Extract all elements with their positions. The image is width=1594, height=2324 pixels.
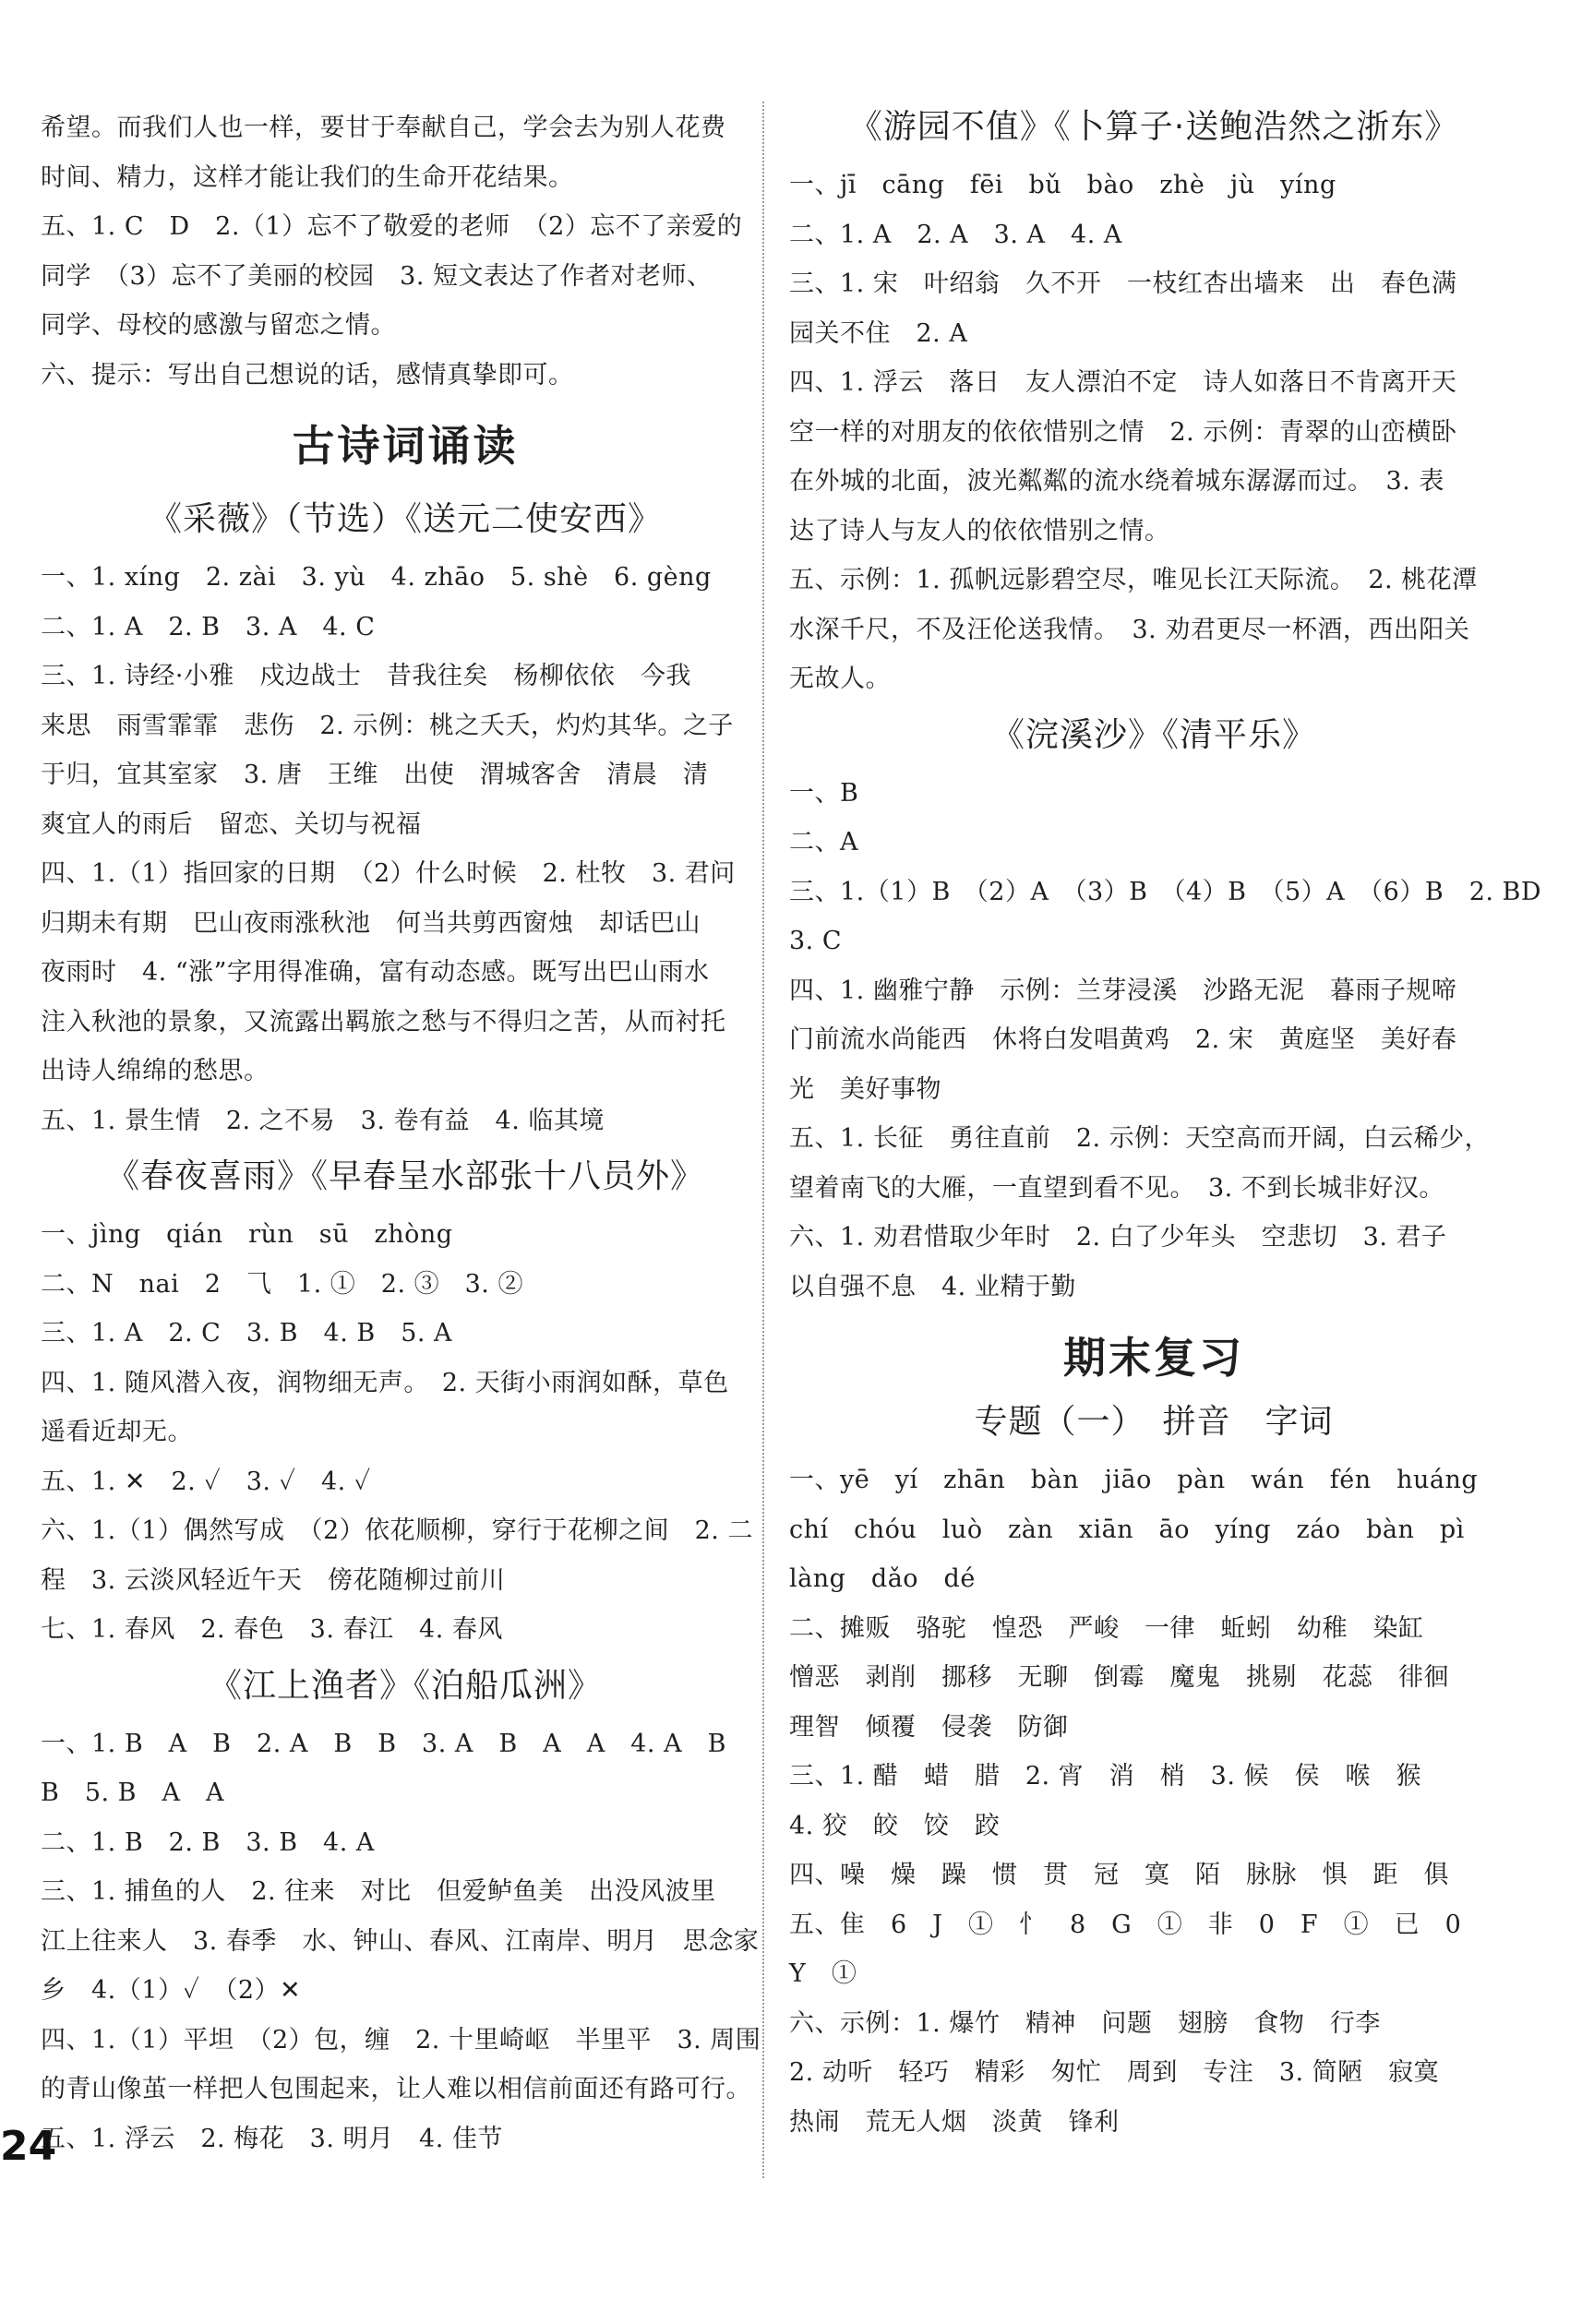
answer-line: 二、摊贩 骆驼 惶恐 严峻 一律 蚯蚓 幼稚 染缸 [789,1613,1424,1643]
answer-line: 一、yē yí zhān bàn jiāo pàn wán fén huáng [789,1466,1479,1494]
answer-line: chí chóu luò zàn xiān āo yíng záo bàn pì [789,1515,1465,1544]
answer-line: 无故人。 [789,665,891,693]
answer-line: 四、1. 幽雅宁静 示例：兰芽浸溪 沙路无泥 暮雨子规啼 [789,976,1457,1005]
answer-line: 一、1. xíng 2. zài 3. yù 4. zhāo 5. shè 6. gèng [41,563,712,592]
block-title: 《江上渔者》《泊船瓜洲》 [208,1666,602,1705]
answer-line: 四、1.（1）平坦 （2）包，缠 2. 十里崎岖 半里平 3. 周围 [41,2025,761,2054]
answer-line: 六、提示：写出自己想说的话，感情真挚即可。 [41,360,574,389]
block-title: 《采薇》（节选）《送元二使安西》 [148,500,662,538]
answer-line: 二、1. B 2. B 3. B 4. A [41,1827,375,1857]
block-huanxisha [789,710,1542,1312]
answer-line: 三、1.（1）B （2）A （3）B （4）B （5）A （6）B 2. BD [789,877,1542,906]
answer-line: 2. 动听 轻巧 精彩 匆忙 周到 专注 3. 简陋 寂寞 [789,2058,1440,2087]
topic-title: 专题（一） 拼音 字词 [974,1403,1334,1441]
answer-line: 注入秋池的景象，又流露出羁旅之愁与不得归之苦，从而衬托 [41,1007,726,1036]
answer-line: 一、1. B A B 2. A B B 3. A B A A 4. A B [41,1729,726,1758]
answer-line: 的青山像茧一样把人包围起来，让人难以相信前面还有路可行。 [41,2075,751,2103]
answer-line: 园关不住 2. A [789,318,968,348]
answer-line: 七、1. 春风 2. 春色 3. 春江 4. 春风 [41,1615,503,1644]
answer-line: 三、1. A 2. C 3. B 4. B 5. A [41,1319,453,1348]
answer-line: 水深千尺，不及汪伦送我情。 3. 劝君更尽一杯酒，西出阳关 [789,615,1470,644]
answer-line: 六、1.（1）偶然写成 （2）依花顺柳，穿行于花柳之间 2. 二 [41,1516,753,1545]
answer-line: 五、1. ✕ 2. ✓ 3. ✓ 4. ✓ [41,1467,371,1496]
block-title: 《浣溪沙》《清平乐》 [990,715,1316,754]
page-number: 24 [0,2123,57,2170]
answer-line: 同学 （3）忘不了美丽的校园 3. 短文表达了作者对老师、 [41,261,713,291]
answer-line: 遥看近却无。 [41,1418,193,1446]
right-column [789,103,1542,2147]
answer-line: 三、1. 醋 蜡 腊 2. 宵 消 梢 3. 候 侯 喉 猴 [789,1762,1422,1791]
answer-line: 希望。而我们人也一样，要甘于奉献自己，学会去为别人花费 [41,114,726,142]
answer-line: 三、1. 诗经·小雅 戍边战士 昔我往矣 杨柳依依 今我 [41,662,691,690]
answer-line: 四、1. 随风潜入夜，润物细无声。 2. 天街小雨润如酥，草色 [41,1368,729,1397]
block-jiangshangyuzhe [41,1660,770,2164]
answer-line: 在外城的北面，波光粼粼的流水绕着城东潺潺而过。 3. 表 [789,467,1444,496]
answer-line: 时间、精力，这样才能让我们的生命开花结果。 [41,162,574,192]
block-title: 《游园不值》《卜算子·送鲍浩然之浙东》 [848,108,1459,146]
answer-line: 乡 4.（1）✓ （2）✕ [41,1976,302,2005]
answer-line: 爽宜人的雨后 留恋、关切与祝福 [41,809,422,839]
answer-line: 四、噪 燥 躁 惯 贯 冠 寞 陌 脉脉 惧 距 俱 [789,1861,1449,1889]
answer-line: 夜雨时 4. “涨”字用得准确，富有动态感。既写出巴山雨水 [41,958,710,987]
answer-line: 归期未有期 巴山夜雨涨秋池 何当共剪西窗烛 却话巴山 [41,908,701,938]
answer-line: 憎恶 剥削 挪移 无聊 倒霉 魔鬼 挑剔 花蕊 徘徊 [789,1663,1449,1692]
answer-line: 3. C [789,927,843,955]
answer-line: 二、N nai 2 ⺄ 1. ① 2. ③ 3. ② [41,1269,523,1299]
answer-line: 达了诗人与友人的依依惜别之情。 [789,516,1170,545]
answer-line: 于归，宜其室家 3. 唐 王维 出使 渭城客舍 清晨 清 [41,761,709,789]
block-youyuanbuzhi [789,102,1518,704]
answer-line: 五、1. C D 2.（1）忘不了敬爱的老师 （2）忘不了亲爱的 [41,212,743,241]
answer-line: 五、1. 景生情 2. 之不易 3. 卷有益 4. 临其境 [41,1106,605,1135]
answer-line: 二、A [789,828,858,857]
answer-line: 一、jìng qián rùn sū zhòng [41,1220,453,1249]
intro-answers [41,103,770,400]
answer-line: 一、B [789,778,859,808]
answer-line: làng dǎo dé [789,1564,976,1593]
answer-line: 三、1. 捕鱼的人 2. 往来 对比 但爱鲈鱼美 出没风波里 [41,1877,716,1906]
answer-line: 四、1. 浮云 落日 友人漂泊不定 诗人如落日不肯离开天 [789,368,1457,397]
answer-line: 五、1. 浮云 2. 梅花 3. 明月 4. 佳节 [41,2124,503,2153]
answer-line: 程 3. 云淡风轻近午天 傍花随柳过前川 [41,1565,506,1595]
block-chunyexiyu [41,1151,770,1655]
answer-line: 望着南飞的大雁，一直望到看不见。 3. 不到长城非好汉。 [789,1173,1444,1203]
answer-line: 三、1. 宋 叶绍翁 久不开 一枝红杏出墙来 出 春色满 [789,270,1457,298]
section-title-ancient-poetry: 古诗词诵读 [292,421,519,471]
answer-line: 江上往来人 3. 春季 水、钟山、春风、江南岸、明月 思念家 [41,1926,760,1956]
answer-line: 五、1. 长征 勇往直前 2. 示例：天空高而开阔，白云稀少， [789,1124,1491,1153]
answer-line: 六、1. 劝君惜取少年时 2. 白了少年头 空悲切 3. 君子 [789,1223,1447,1252]
answer-line: B 5. B A A [41,1779,225,1807]
section-title-final-review: 期末复习 [1063,1333,1244,1383]
answer-line: 4. 狡 皎 饺 跤 [789,1811,1001,1840]
answer-line: 二、1. A 2. A 3. A 4. A [789,220,1122,249]
answer-line: 热闹 荒无人烟 淡黄 锋利 [789,2107,1120,2137]
answer-line: 理智 倾覆 侵袭 防御 [789,1712,1069,1742]
answer-line: 以自强不息 4. 业精于勤 [789,1272,1076,1301]
answer-line: 出诗人绵绵的愁思。 [41,1057,270,1085]
answer-line: 一、jī cāng fēi bǔ bào zhè jù yíng [789,171,1336,199]
answer-line: 五、示例：1. 孤帆远影碧空尽，唯见长江天际流。 2. 桃花潭 [789,566,1478,594]
answer-line: 四、1.（1）指回家的日期 （2）什么时候 2. 杜牧 3. 君问 [41,859,736,888]
answer-line: 空一样的对朋友的依依惜别之情 2. 示例：青翠的山峦横卧 [789,417,1457,447]
answer-line: 同学、母校的感激与留恋之情。 [41,311,396,340]
answer-line: 五、隹 6 J ① 忄 8 G ① 非 0 F ① 已 0 [789,1910,1462,1939]
left-column [41,103,770,2163]
block-topic-one [789,1396,1518,2147]
answer-line: 六、示例：1. 爆竹 精神 问题 翅膀 食物 行李 [789,2008,1381,2038]
block-caiwei [41,494,770,1145]
answer-line: 来思 雨雪霏霏 悲伤 2. 示例：桃之夭夭，灼灼其华。之子 [41,711,734,740]
answer-line: 光 美好事物 [789,1074,941,1104]
block-title: 《春夜喜雨》《早春呈水部张十八员外》 [105,1157,704,1195]
answer-line: 二、1. A 2. B 3. A 4. C [41,612,376,641]
answer-line: Y ① [789,1959,857,1988]
answer-line: 门前流水尚能西 休将白发唱黄鸡 2. 宋 黄庭坚 美好春 [789,1025,1457,1054]
